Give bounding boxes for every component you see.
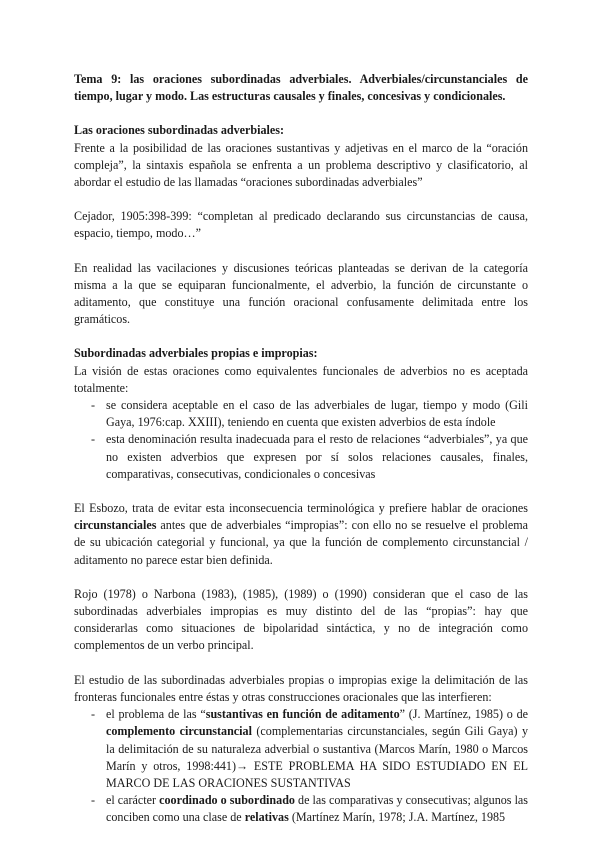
bold-term-circunstanciales: circunstanciales: [74, 518, 157, 533]
bold-term-sustantivas: sustantivas en función de aditamento: [205, 707, 400, 722]
bold-term-coordinado: coordinado o subordinado: [159, 793, 295, 808]
text-run: (complementarias circunstanciales, según Gili Gaya) y la delimitación de su naturaleza adverbial o sustantiva (Marcos Marín, 1980 o Marcos Marín y otros, 1998:441)→ ESTE PROBLEMA HA SIDO ESTUDIADO EN EL MARCO DE LAS ORACIONES SUSTANTIVAS: [106, 724, 528, 790]
paragraph-cejador: Cejador, 1905:398-399: “completan al predicado declarando sus circunstancias de causa, espacio, tiempo, modo…”: [74, 209, 528, 241]
bold-term-relativas: relativas: [244, 810, 289, 825]
document-title: Tema 9: las oraciones subordinadas adverbiales. Adverbiales/circunstanciales de tiempo, lugar y modo. Las estructuras causales y finales, concesivas y condicionales.: [74, 72, 528, 104]
text-run: (Martínez Marín, 1978; J.A. Martínez, 1985: [288, 810, 506, 825]
paragraph-frente: Frente a la posibilidad de las oraciones sustantivas y adjetivas en el marco de la “oración compleja”, la sintaxis española se enfrenta a un problema descriptivo y clasificatorio, al abordar el estudio de las llamadas “oraciones subordinadas adverbiales”: [74, 140, 528, 190]
section-heading-propias-impropias: Subordinadas adverbiales propias e impropias:: [74, 346, 318, 361]
paragraph-esbozo: [74, 500, 528, 569]
paragraph-estudio: El estudio de las subordinadas adverbiales propias o impropias exige la delimitación de las fronteras funcionales entre éstas y otras construcciones oracionales que las interfieren:: [74, 672, 528, 704]
bullet-list-adverbiales: [74, 397, 528, 483]
list-item: - esta denominación resulta inadecuada para el resto de relaciones “adverbiales”, ya que no existen adverbios que expresen por sí solos relaciones causales, finales, comparativas, consecutivas, condicionales o concesivas: [74, 431, 528, 483]
text-run: antes que de adverbiales “impropias”: con ello no se resuelve el problema de su ubicación categorial y funcional, ya que la función de complemento circunstancial / aditamento no parece estar bien definida.: [74, 518, 528, 567]
paragraph-vacilaciones: En realidad las vacilaciones y discusiones teóricas planteadas se derivan de la categoría misma a la que se equiparan funcionalmente, el adverbio, la función de circunstante o aditamento, que constituye una función oracional confusamente delimitada entre los gramáticos.: [74, 260, 528, 327]
text-run: de las comparativas y consecutivas; algunos las conciben como una clase de: [106, 793, 528, 825]
section-heading-adverbiales: Las oraciones subordinadas adverbiales:: [74, 123, 284, 138]
list-item: - se considera aceptable en el caso de las adverbiales de lugar, tiempo y modo (Gili Gaya, 1976:cap. XXIII), teniendo en cuenta que existen adverbios de esta índole: [74, 397, 528, 431]
text-run: el carácter: [106, 793, 160, 808]
text-run: el problema de las “: [106, 707, 206, 722]
text-run: El Esbozo, trata de evitar esta inconsecuencia terminológica y prefiere hablar de oraciones: [74, 501, 528, 516]
bold-term-complemento: complemento circunstancial: [106, 724, 252, 739]
paragraph-rojo: Rojo (1978) o Narbona (1983), (1985), (1989) o (1990) consideran que el caso de las subordinadas adverbiales impropias es muy distinto del de las “propias”: hay que considerarlas como situaciones de bipolaridad sintáctica, y no de integración como complementos de un verbo principal.: [74, 586, 528, 653]
paragraph-vision: La visión de estas oraciones como equivalentes funcionales de adverbios no es aceptada totalmente:: [74, 363, 528, 395]
bullet-list-fronteras: [74, 706, 528, 826]
text-run: ” (J. Martínez, 1985) o de: [399, 707, 529, 722]
list-item: [74, 792, 528, 826]
document-page: [74, 71, 528, 827]
list-item: [74, 706, 528, 792]
